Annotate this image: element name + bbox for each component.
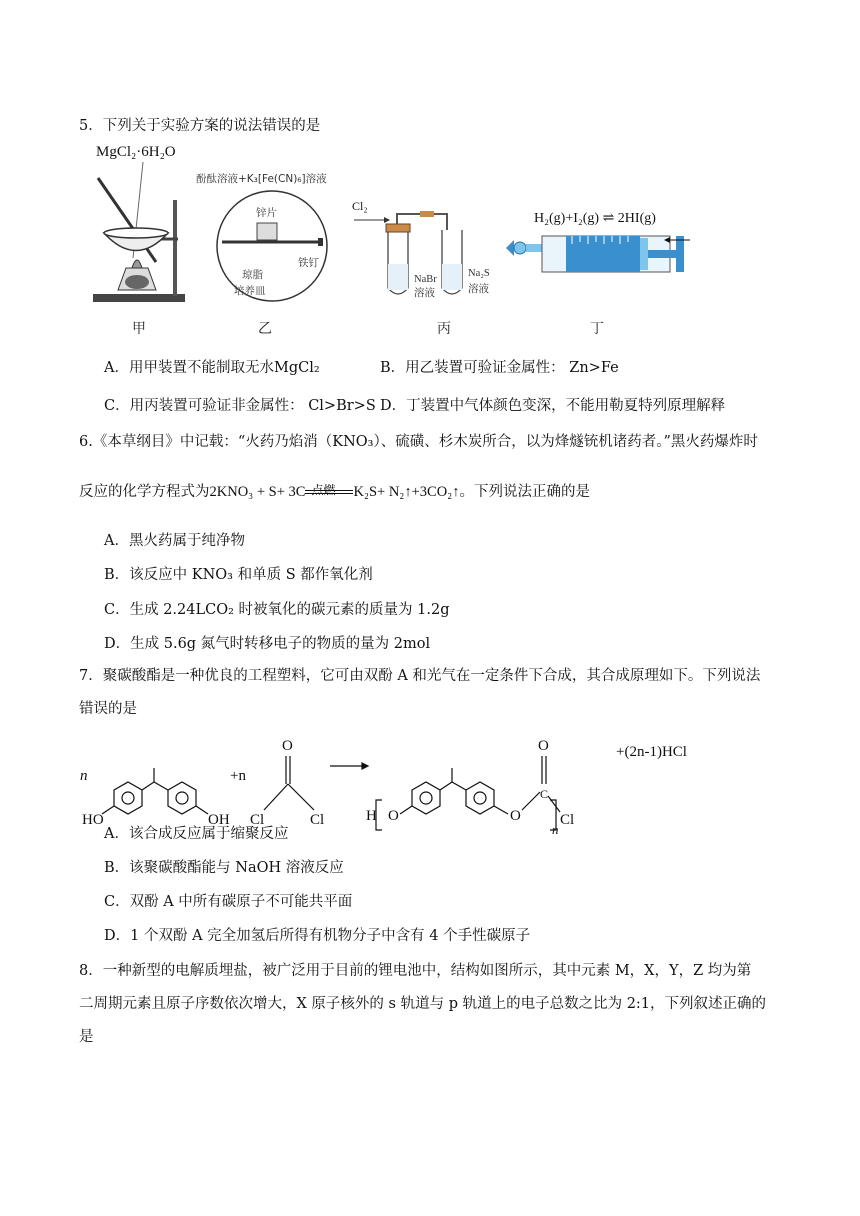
fig-bing-tube2-a: Na₂S xyxy=(468,268,490,279)
fig-jia-reagent: MgCl₂·6H₂O xyxy=(96,144,176,160)
q7-option-d: D．1 个双酚 A 完全加氢后所得有机物分子中含有 4 个手性碳原子 xyxy=(104,928,531,944)
scheme-o-top2: O xyxy=(538,738,549,754)
fig-yi-top: 酚酞溶液+K₃[Fe(CN)₆]溶液 xyxy=(196,173,327,185)
figure-ding xyxy=(500,206,696,284)
caption-jia: 甲 xyxy=(132,321,146,337)
q8-stem-line1: 8．一种新型的电解质埋盐，被广泛用于目前的锂电池中，结构如图所示，其中元素 M，X，Y，Z 均为第 xyxy=(79,963,752,979)
fig-bing-tube1-b: 溶液 xyxy=(414,287,435,299)
scheme-n-sub: n xyxy=(552,822,559,837)
q8-stem-line3: 是 xyxy=(79,1029,94,1045)
q6-eq-left: 2KNO₃ + S+ 3C xyxy=(209,484,306,500)
q6-stem-line2 xyxy=(79,480,590,501)
figure-jia xyxy=(88,140,198,308)
scheme-h: H xyxy=(366,808,377,824)
q5-option-d: D．丁装置中气体颜色变深，不能用勒夏特列原理解释 xyxy=(380,398,726,414)
q6-option-d: D．生成 5.6g 氮气时转移电子的物质的量为 2mol xyxy=(104,636,431,652)
scheme-c2: C xyxy=(540,787,549,801)
q6-stem-line1: 6.《本草纲目》中记载：“火药乃焰消（KNO₃）、硫磺、杉木炭所合，以为烽燧铳机诸药者。”黑火药爆炸时 xyxy=(79,434,758,450)
q6-stem-pre: 反应的化学方程式为 xyxy=(79,484,210,500)
q6-option-c: C．生成 2.24LCO₂ 时被氧化的碳元素的质量为 1.2g xyxy=(104,602,450,618)
scheme-cl-left: Cl xyxy=(250,812,265,828)
scheme-ho: HO xyxy=(82,812,104,828)
scheme-o-right: O xyxy=(510,808,521,824)
scheme-plus-n: +n xyxy=(230,768,246,784)
scheme-cl-right: Cl xyxy=(310,812,325,828)
q7-stem-line1: 7．聚碳酸酯是一种优良的工程塑料，它可由双酚 A 和光气在一定条件下合成，其合成原理如下。下列说法 xyxy=(79,668,761,684)
caption-yi: 乙 xyxy=(258,321,272,337)
q6-option-a: A．黑火药属于纯净物 xyxy=(104,533,245,549)
fig-bing-gas: Cl₂ xyxy=(352,199,368,213)
q6-eq-right: K₂S+ N₂↑+3CO₂↑ xyxy=(353,484,460,500)
scheme-byproduct: +(2n-1)HCl xyxy=(616,744,687,760)
q5-option-c: C．用丙装置可验证非金属性： Cl>Br>S xyxy=(104,398,376,414)
fig-yi-dish: 培养皿 xyxy=(234,285,266,297)
fig-bing-tube1-a: NaBr xyxy=(414,274,437,285)
q7-option-a: A．该合成反应属于缩聚反应 xyxy=(104,826,289,842)
q7-option-b: B．该聚碳酸酯能与 NaOH 溶液反应 xyxy=(104,860,344,876)
caption-bing: 丙 xyxy=(437,321,451,337)
fig-ding-eq: H₂(g)+I₂(g) ⇌ 2HI(g) xyxy=(534,211,656,226)
fig-yi-zinc: 锌片 xyxy=(256,207,277,219)
scheme-n1: n xyxy=(80,768,88,784)
scheme-oh: OH xyxy=(208,812,230,828)
q7-option-c: C．双酚 A 中所有碳原子不可能共平面 xyxy=(104,894,353,910)
figure-yi xyxy=(194,166,354,306)
q5-option-b: B．用乙装置可验证金属性： Zn>Fe xyxy=(380,360,619,376)
q6-stem-post: 。下列说法正确的是 xyxy=(459,484,590,500)
caption-ding: 丁 xyxy=(590,321,604,337)
fig-yi-nail: 铁钉 xyxy=(298,257,319,269)
q5-option-a: A．用甲装置不能制取无水MgCl₂ xyxy=(104,360,320,376)
scheme-o-left: O xyxy=(388,808,399,824)
q6-eq-cond-text: 点燃 xyxy=(311,483,336,497)
q6-option-b: B．该反应中 KNO₃ 和单质 S 都作氧化剂 xyxy=(104,567,373,583)
scheme-o-top: O xyxy=(282,738,293,754)
q5-stem: 5．下列关于实验方案的说法错误的是 xyxy=(79,118,321,134)
q8-stem-line2: 二周期元素且原子序数依次增大，X 原子核外的 s 轨道与 p 轨道上的电子总数之比为 2:1，下列叙述正确的 xyxy=(79,996,767,1012)
q7-stem-line2: 错误的是 xyxy=(79,701,137,717)
figure-bing xyxy=(350,196,510,306)
scheme-cl-end: Cl xyxy=(560,812,575,828)
fig-yi-agar: 琼脂 xyxy=(242,269,263,281)
fig-bing-tube2-b: 溶液 xyxy=(468,283,489,295)
